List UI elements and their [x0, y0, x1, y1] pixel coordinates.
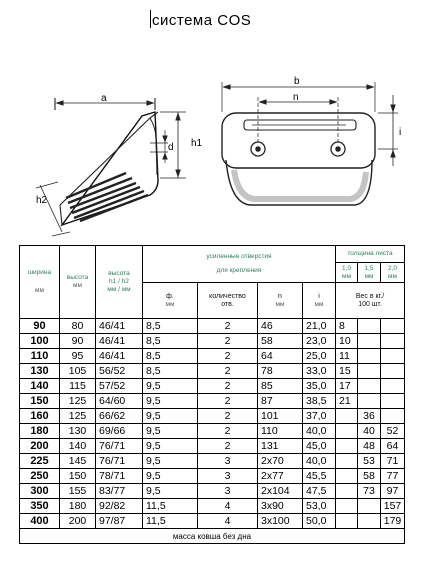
- cell-h12: 56/52: [96, 364, 143, 379]
- cell-w: 130: [20, 364, 60, 379]
- cell-i: 40,0: [303, 424, 336, 439]
- table-row: [20, 319, 405, 334]
- cell-t1: [336, 439, 358, 454]
- table-row: [20, 424, 405, 439]
- cell-t2: [358, 364, 381, 379]
- header-weight: Вес в кг./ 100 шт.: [336, 283, 405, 319]
- table-row: [20, 349, 405, 364]
- cell-t2: 40: [358, 424, 381, 439]
- cell-h12: 78/71: [96, 469, 143, 484]
- cell-h12: 57/52: [96, 379, 143, 394]
- cell-t3: [381, 409, 405, 424]
- cell-q: 3: [198, 469, 258, 484]
- cell-h: 180: [60, 499, 96, 514]
- cell-phi: 8,5: [143, 364, 198, 379]
- cell-t3: [381, 334, 405, 349]
- cell-t1: 15: [336, 364, 358, 379]
- cell-h: 150: [60, 469, 96, 484]
- cell-n: 85: [258, 379, 303, 394]
- header-width: ширина мм: [20, 246, 60, 319]
- cell-phi: 11,5: [143, 514, 198, 529]
- cell-t3: [381, 349, 405, 364]
- cell-i: 37,0: [303, 409, 336, 424]
- cell-h: 145: [60, 454, 96, 469]
- cell-t1: [336, 469, 358, 484]
- cell-t2: 48: [358, 439, 381, 454]
- cell-t2: [358, 514, 381, 529]
- cell-t3: 77: [381, 469, 405, 484]
- cell-n: 2x70: [258, 454, 303, 469]
- cell-h12: 46/41: [96, 319, 143, 334]
- cell-q: 2: [198, 439, 258, 454]
- cell-q: 2: [198, 379, 258, 394]
- cell-h: 105: [60, 364, 96, 379]
- header-thickness: толщина листа: [336, 246, 405, 263]
- table-row: [20, 484, 405, 499]
- cell-h: 125: [60, 409, 96, 424]
- table-row: [20, 514, 405, 529]
- cell-n: 58: [258, 334, 303, 349]
- cell-phi: 8,5: [143, 319, 198, 334]
- cell-h12: 66/62: [96, 409, 143, 424]
- cell-phi: 8,5: [143, 349, 198, 364]
- cell-w: 110: [20, 349, 60, 364]
- cell-n: 64: [258, 349, 303, 364]
- table-row: [20, 454, 405, 469]
- cell-i: 21,0: [303, 319, 336, 334]
- cell-h12: 76/71: [96, 439, 143, 454]
- cell-h: 80: [60, 319, 96, 334]
- cell-h: 140: [60, 439, 96, 454]
- cell-h12: 69/66: [96, 424, 143, 439]
- header-t2: 1,5 мм: [358, 263, 381, 283]
- cell-t1: 10: [336, 334, 358, 349]
- cell-w: 90: [20, 319, 60, 334]
- header-holes: усиленные отверстия для крепления: [143, 246, 336, 283]
- table-row: [20, 469, 405, 484]
- cell-h12: 92/82: [96, 499, 143, 514]
- cell-phi: 9,5: [143, 394, 198, 409]
- cell-t1: [336, 409, 358, 424]
- cell-t2: 53: [358, 454, 381, 469]
- cell-t1: 17: [336, 379, 358, 394]
- cell-w: 100: [20, 334, 60, 349]
- cell-phi: 11,5: [143, 499, 198, 514]
- page-title: система COS: [152, 12, 252, 29]
- cell-h: 200: [60, 514, 96, 529]
- spec-table: [19, 245, 405, 544]
- cell-t3: 157: [381, 499, 405, 514]
- cell-w: 150: [20, 394, 60, 409]
- cell-w: 225: [20, 454, 60, 469]
- table-row: [20, 439, 405, 454]
- cell-i: 45,5: [303, 469, 336, 484]
- cell-phi: 9,5: [143, 424, 198, 439]
- cell-n: 2x77: [258, 469, 303, 484]
- cell-t2: [358, 334, 381, 349]
- cell-h12: 64/60: [96, 394, 143, 409]
- cell-h: 125: [60, 394, 96, 409]
- cell-t2: [358, 319, 381, 334]
- header-qty: количество отв.: [198, 283, 258, 319]
- label-d: d: [168, 142, 174, 153]
- cell-q: 2: [198, 364, 258, 379]
- cell-w: 180: [20, 424, 60, 439]
- cell-i: 40,0: [303, 454, 336, 469]
- cell-n: 110: [258, 424, 303, 439]
- header-phi: ф. мм: [143, 283, 198, 319]
- cell-n: 78: [258, 364, 303, 379]
- cell-h12: 76/71: [96, 454, 143, 469]
- cell-t2: [358, 349, 381, 364]
- table-row: [20, 394, 405, 409]
- cell-t1: [336, 424, 358, 439]
- label-h2: h2: [36, 195, 48, 206]
- cell-q: 3: [198, 484, 258, 499]
- cell-n: 101: [258, 409, 303, 424]
- cell-t1: [336, 484, 358, 499]
- footer-row: [20, 529, 405, 544]
- table-row: [20, 409, 405, 424]
- side-view: [36, 98, 186, 236]
- cell-q: 2: [198, 349, 258, 364]
- cell-w: 350: [20, 499, 60, 514]
- cell-t3: 64: [381, 439, 405, 454]
- cell-n: 2x104: [258, 484, 303, 499]
- bucket-drawing: [0, 0, 425, 245]
- cell-q: 3: [198, 454, 258, 469]
- cell-q: 4: [198, 499, 258, 514]
- cell-phi: 9,5: [143, 484, 198, 499]
- cell-i: 35,0: [303, 379, 336, 394]
- cell-q: 2: [198, 409, 258, 424]
- cell-q: 2: [198, 334, 258, 349]
- label-h1: h1: [191, 138, 203, 149]
- header-n: n мм: [258, 283, 303, 319]
- cell-n: 3x100: [258, 514, 303, 529]
- cell-phi: 9,5: [143, 379, 198, 394]
- front-view: [222, 82, 398, 205]
- table-row: [20, 334, 405, 349]
- cell-t3: [381, 319, 405, 334]
- cell-t1: 11: [336, 349, 358, 364]
- label-a: a: [101, 93, 107, 104]
- cell-i: 47,5: [303, 484, 336, 499]
- cell-w: 300: [20, 484, 60, 499]
- cell-t2: 73: [358, 484, 381, 499]
- cell-phi: 9,5: [143, 454, 198, 469]
- cell-h12: 83/77: [96, 484, 143, 499]
- table-row: [20, 379, 405, 394]
- label-n: n: [293, 92, 299, 103]
- cell-h12: 46/41: [96, 334, 143, 349]
- cell-i: 23,0: [303, 334, 336, 349]
- cell-t3: [381, 364, 405, 379]
- cell-phi: 9,5: [143, 439, 198, 454]
- cell-h: 95: [60, 349, 96, 364]
- cell-t2: [358, 499, 381, 514]
- cell-t1: [336, 499, 358, 514]
- cell-t3: 71: [381, 454, 405, 469]
- cell-q: 4: [198, 514, 258, 529]
- cell-t3: [381, 379, 405, 394]
- cell-t2: [358, 394, 381, 409]
- cell-i: 53,0: [303, 499, 336, 514]
- cell-t3: 52: [381, 424, 405, 439]
- cell-i: 45,0: [303, 439, 336, 454]
- cell-t3: 97: [381, 484, 405, 499]
- cell-t3: [381, 394, 405, 409]
- cell-t1: 21: [336, 394, 358, 409]
- cell-w: 140: [20, 379, 60, 394]
- cell-n: 3x90: [258, 499, 303, 514]
- cell-h12: 46/41: [96, 349, 143, 364]
- cell-h: 155: [60, 484, 96, 499]
- header-i: i мм: [303, 283, 336, 319]
- cell-t1: 8: [336, 319, 358, 334]
- cell-t2: [358, 379, 381, 394]
- header-t3: 2,0 мм: [381, 263, 405, 283]
- cell-w: 200: [20, 439, 60, 454]
- label-i: i: [399, 127, 402, 138]
- footer-note: масса ковша без дна: [20, 529, 405, 544]
- cell-w: 400: [20, 514, 60, 529]
- cell-phi: 8,5: [143, 334, 198, 349]
- cell-phi: 9,5: [143, 409, 198, 424]
- cell-t3: 179: [381, 514, 405, 529]
- cell-w: 250: [20, 469, 60, 484]
- cell-q: 2: [198, 394, 258, 409]
- cell-t1: [336, 454, 358, 469]
- cell-t2: 36: [358, 409, 381, 424]
- cell-n: 87: [258, 394, 303, 409]
- cell-n: 131: [258, 439, 303, 454]
- cell-h: 90: [60, 334, 96, 349]
- cell-w: 160: [20, 409, 60, 424]
- header-row-1: [20, 246, 405, 263]
- cell-i: 38,5: [303, 394, 336, 409]
- header-t1: 1,0 мм: [336, 263, 358, 283]
- cell-n: 46: [258, 319, 303, 334]
- header-height2: высота h1 / h2 мм / мм: [96, 246, 143, 319]
- cell-i: 33,0: [303, 364, 336, 379]
- cell-q: 2: [198, 424, 258, 439]
- cell-h12: 97/87: [96, 514, 143, 529]
- table-row: [20, 364, 405, 379]
- cell-t2: 58: [358, 469, 381, 484]
- cell-phi: 9,5: [143, 469, 198, 484]
- table-row: [20, 499, 405, 514]
- label-b: b: [294, 76, 300, 87]
- cell-i: 50,0: [303, 514, 336, 529]
- cell-t1: [336, 514, 358, 529]
- cell-h: 115: [60, 379, 96, 394]
- cell-i: 25,0: [303, 349, 336, 364]
- header-height: высота мм: [60, 246, 96, 319]
- cell-h: 130: [60, 424, 96, 439]
- cell-q: 2: [198, 319, 258, 334]
